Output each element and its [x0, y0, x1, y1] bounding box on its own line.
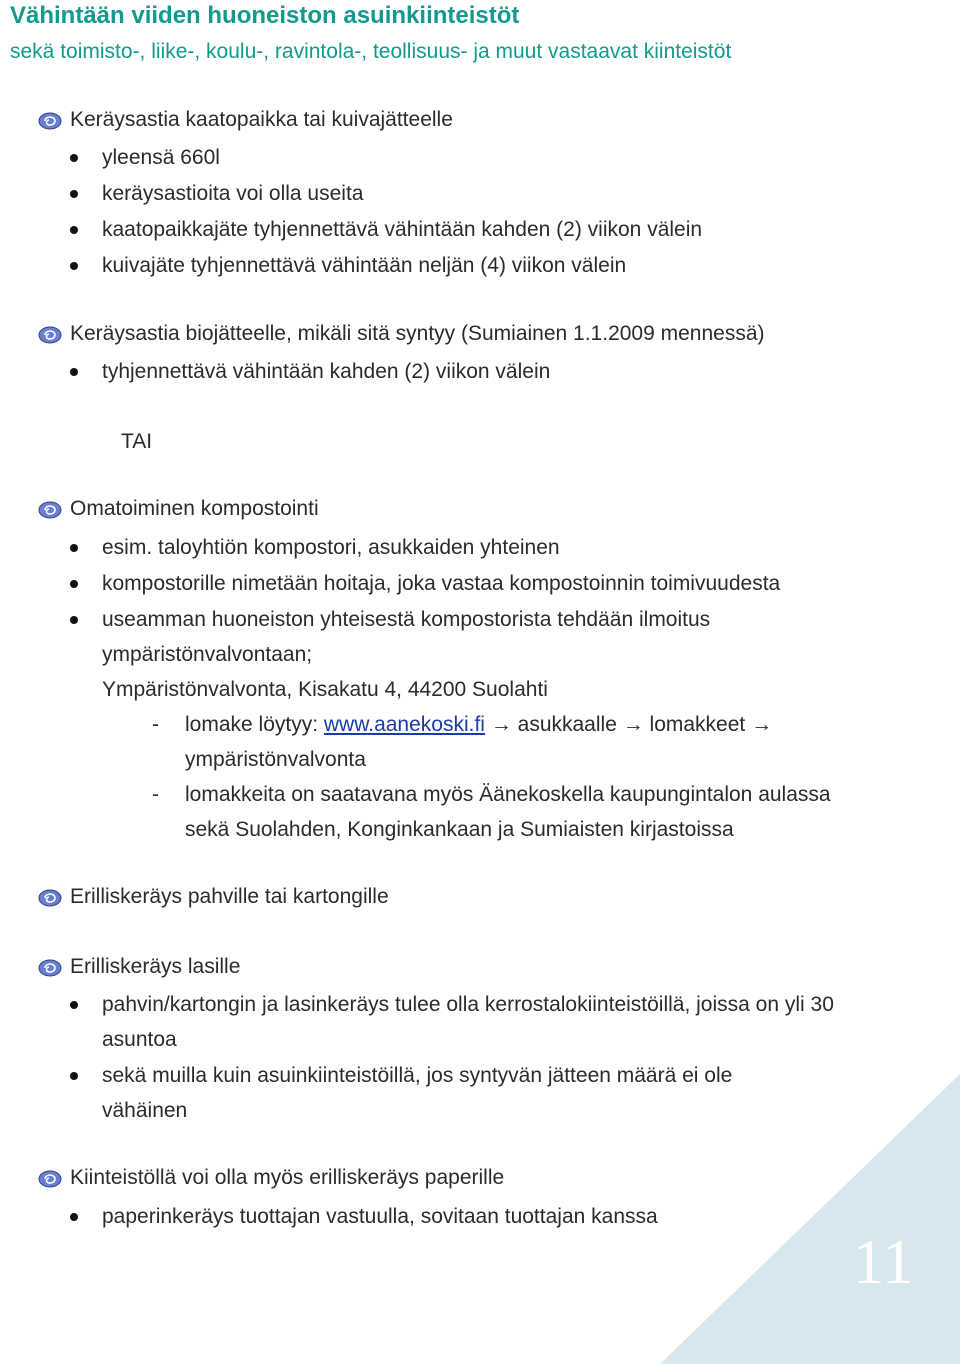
swirl-bullet-icon	[38, 957, 62, 977]
swirl-bullet-icon	[38, 324, 62, 344]
section-heading-text: Erilliskeräys pahville tai kartongille	[70, 885, 389, 908]
section-heading-waste-container	[38, 108, 453, 132]
list-item: esim. taloyhtiön kompostori, asukkaiden yhteinen	[70, 530, 890, 565]
bullet-dot-icon	[70, 580, 78, 588]
address-line: Ympäristönvalvonta, Kisakatu 4, 44200 Suolahti	[102, 678, 548, 701]
bullet-dot-icon	[70, 1001, 78, 1009]
list-item: kuivajäte tyhjennettävä vähintään neljän (4) viikon välein	[70, 248, 890, 283]
list-item: kaatopaikkajäte tyhjennettävä vähintään kahden (2) viikon välein	[70, 212, 890, 247]
page-number: 11	[852, 1226, 914, 1297]
list-item: yleensä 660l	[70, 140, 890, 175]
website-link[interactable]: www.aanekoski.fi	[323, 713, 485, 736]
or-separator: TAI	[121, 430, 153, 453]
section-heading-text: Keräysastia kaatopaikka tai kuivajätteelle	[70, 108, 453, 131]
bullet-dot-icon	[70, 190, 78, 198]
bullet-dot-icon	[70, 616, 78, 624]
section-heading-glass	[38, 955, 240, 979]
section-heading-text: Omatoiminen kompostointi	[70, 497, 319, 520]
section-heading-text: Kiinteistöllä voi olla myös erilliskeräys paperille	[70, 1166, 505, 1189]
list-item: useamman huoneiston yhteisestä kompostorista tehdään ilmoitus ympäristönvalvontaan;	[70, 602, 810, 672]
swirl-bullet-icon	[38, 499, 62, 519]
swirl-bullet-icon	[38, 1168, 62, 1188]
page-subtitle: sekä toimisto-, liike-, koulu-, ravintola-, teollisuus- ja muut vastaavat kiinteistöt	[10, 40, 732, 63]
list-item: pahvin/kartongin ja lasinkeräys tulee olla kerrostalokiinteistöillä, joissa on yli 30 asuntoa	[70, 987, 860, 1057]
bullet-dot-icon	[70, 1213, 78, 1221]
list-item: sekä muilla kuin asuinkiinteistöillä, jos syntyvän jätteen määrä ei ole vähäinen	[70, 1058, 810, 1128]
section-heading-composting	[38, 497, 319, 521]
section-heading-cardboard	[38, 885, 389, 909]
form-prefix: lomake löytyy:	[185, 713, 319, 736]
section-heading-paper	[38, 1166, 504, 1190]
bullet-dot-icon	[70, 154, 78, 162]
form-path: → asukkaalle → lomakkeet →	[490, 713, 773, 736]
swirl-bullet-icon	[38, 110, 62, 130]
dash-marker: -	[152, 713, 159, 736]
forms-available-line	[152, 777, 852, 847]
swirl-bullet-icon	[38, 887, 62, 907]
bullet-dot-icon	[70, 1072, 78, 1080]
list-item: keräysastioita voi olla useita	[70, 176, 890, 211]
section-heading-text: Keräysastia biojätteelle, mikäli sitä syntyy (Sumiainen 1.1.2009 mennessä)	[70, 322, 765, 345]
list-item: tyhjennettävä vähintään kahden (2) viikon välein	[70, 354, 890, 389]
dash-marker: -	[152, 783, 159, 806]
bullet-dot-icon	[70, 368, 78, 376]
bullet-dot-icon	[70, 544, 78, 552]
bullet-dot-icon	[70, 226, 78, 234]
form-location-line	[152, 707, 852, 777]
forms-available-text: lomakkeita on saatavana myös Äänekoskella kaupungintalon aulassa sekä Suolahden, Konginkankaan ja Sumiaisten kirjastoissa	[185, 783, 831, 841]
section-heading-text: Erilliskeräys lasille	[70, 955, 241, 978]
page-title: Vähintään viiden huoneiston asuinkiinteistöt	[10, 2, 520, 29]
list-item: kompostorille nimetään hoitaja, joka vastaa kompostoinnin toimivuudesta	[70, 566, 890, 601]
bullet-dot-icon	[70, 262, 78, 270]
section-heading-biowaste	[38, 322, 765, 346]
list-item: paperinkeräys tuottajan vastuulla, sovitaan tuottajan kanssa	[70, 1199, 890, 1234]
form-path-end: ympäristönvalvonta	[185, 748, 366, 771]
